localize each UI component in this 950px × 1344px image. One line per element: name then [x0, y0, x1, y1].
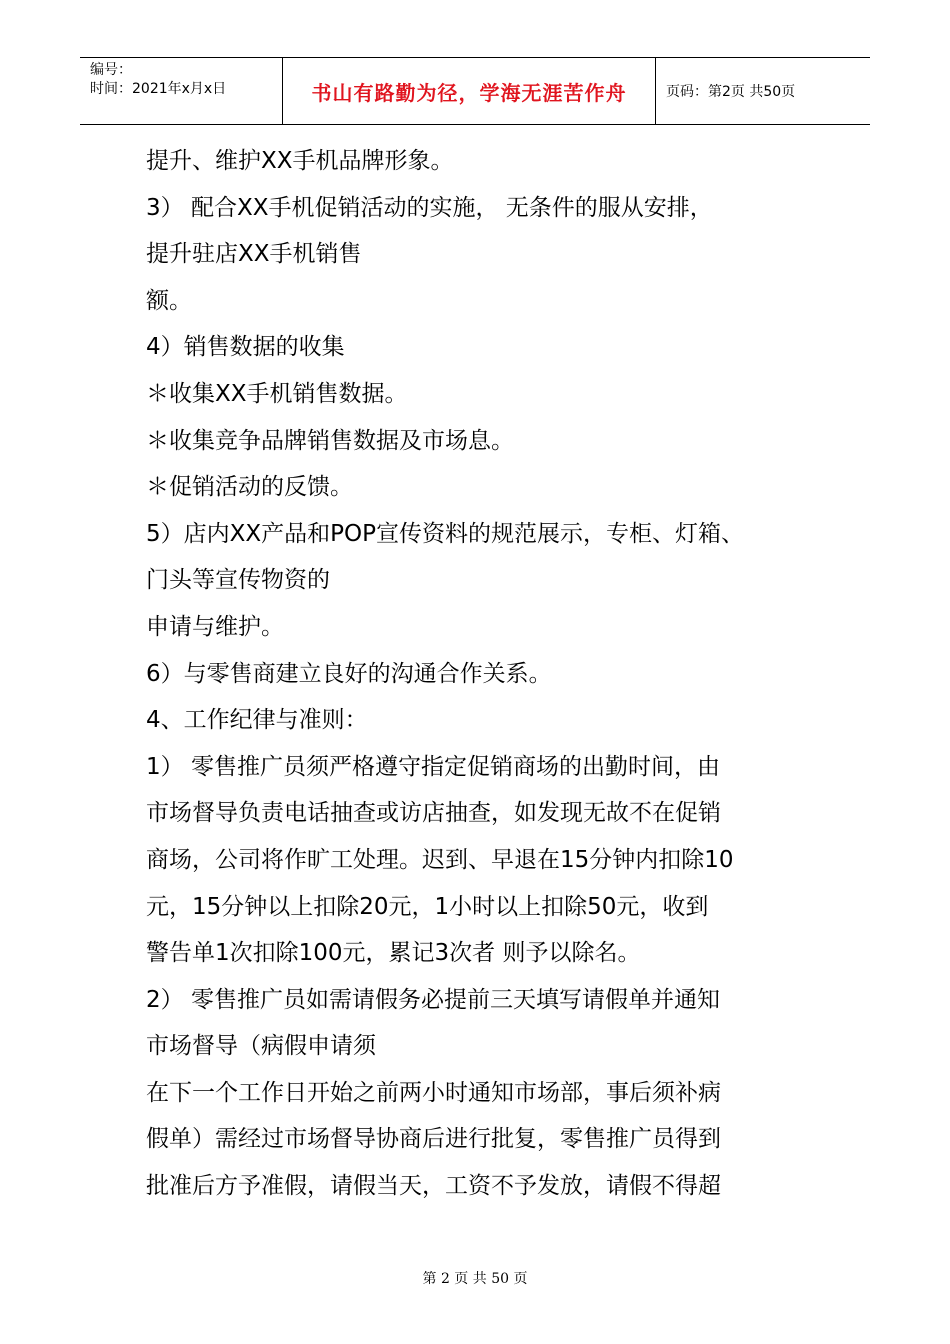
header-motto: 书山有路勤为径，学海无涯苦作舟	[283, 58, 656, 124]
body-line: 提升驻店XX手机销售	[146, 241, 362, 268]
body-line: 市场督导负责电话抽查或访店抽查，如发现无故不在促销	[146, 800, 721, 827]
document-body	[146, 138, 836, 1210]
body-line: 2） 零售推广员如需请假务必提前三天填写请假单并通知	[146, 986, 720, 1013]
body-line: 假单）需经过市场督导协商后进行批复，零售推广员得到	[146, 1126, 721, 1153]
body-line: 4）销售数据的收集	[146, 334, 345, 361]
body-line: ＊促销活动的反馈。	[146, 474, 353, 501]
header-meta	[80, 58, 283, 124]
body-line: 3） 配合XX手机促销活动的实施， 无条件的服从安排，	[146, 194, 713, 221]
body-line: 5）店内XX产品和POP宣传资料的规范展示，专柜、灯箱、	[146, 520, 744, 547]
body-line: 市场督导（病假申请须	[146, 1033, 376, 1060]
body-line: 6）与零售商建立良好的沟通合作关系。	[146, 660, 552, 687]
body-line: 元，15分钟以上扣除20元，1小时以上扣除50元，收到	[146, 893, 709, 920]
body-line: 额。	[146, 287, 192, 314]
header-page-label: 页码：第2页 共50页	[666, 84, 796, 100]
body-line: 4、工作纪律与准则：	[146, 707, 368, 734]
body-line: 1） 零售推广员须严格遵守指定促销商场的出勤时间，由	[146, 753, 720, 780]
body-line: ＊收集竞争品牌销售数据及市场息。	[146, 427, 514, 454]
body-line: 批准后方予准假，请假当天，工资不予发放，请假不得超	[146, 1173, 721, 1200]
page-header	[80, 57, 870, 125]
body-line: 商场，公司将作旷工处理。迟到、早退在15分钟内扣除10	[146, 846, 734, 873]
body-line: 申请与维护。	[146, 613, 284, 640]
body-line: 在下一个工作日开始之前两小时通知市场部，事后须补病	[146, 1079, 721, 1106]
time-label: 时间：2021年x月x日	[90, 81, 227, 97]
body-line: ＊收集XX手机销售数据。	[146, 380, 408, 407]
body-line: 提升、维护XX手机品牌形象。	[146, 148, 454, 174]
body-line: 门头等宣传物资的	[146, 567, 330, 594]
page-footer: 第 2 页 共 50 页	[422, 1271, 528, 1287]
body-line: 警告单1次扣除100元，累记3次者 则予以除名。	[146, 940, 641, 967]
number-label: 编号：	[90, 62, 132, 78]
